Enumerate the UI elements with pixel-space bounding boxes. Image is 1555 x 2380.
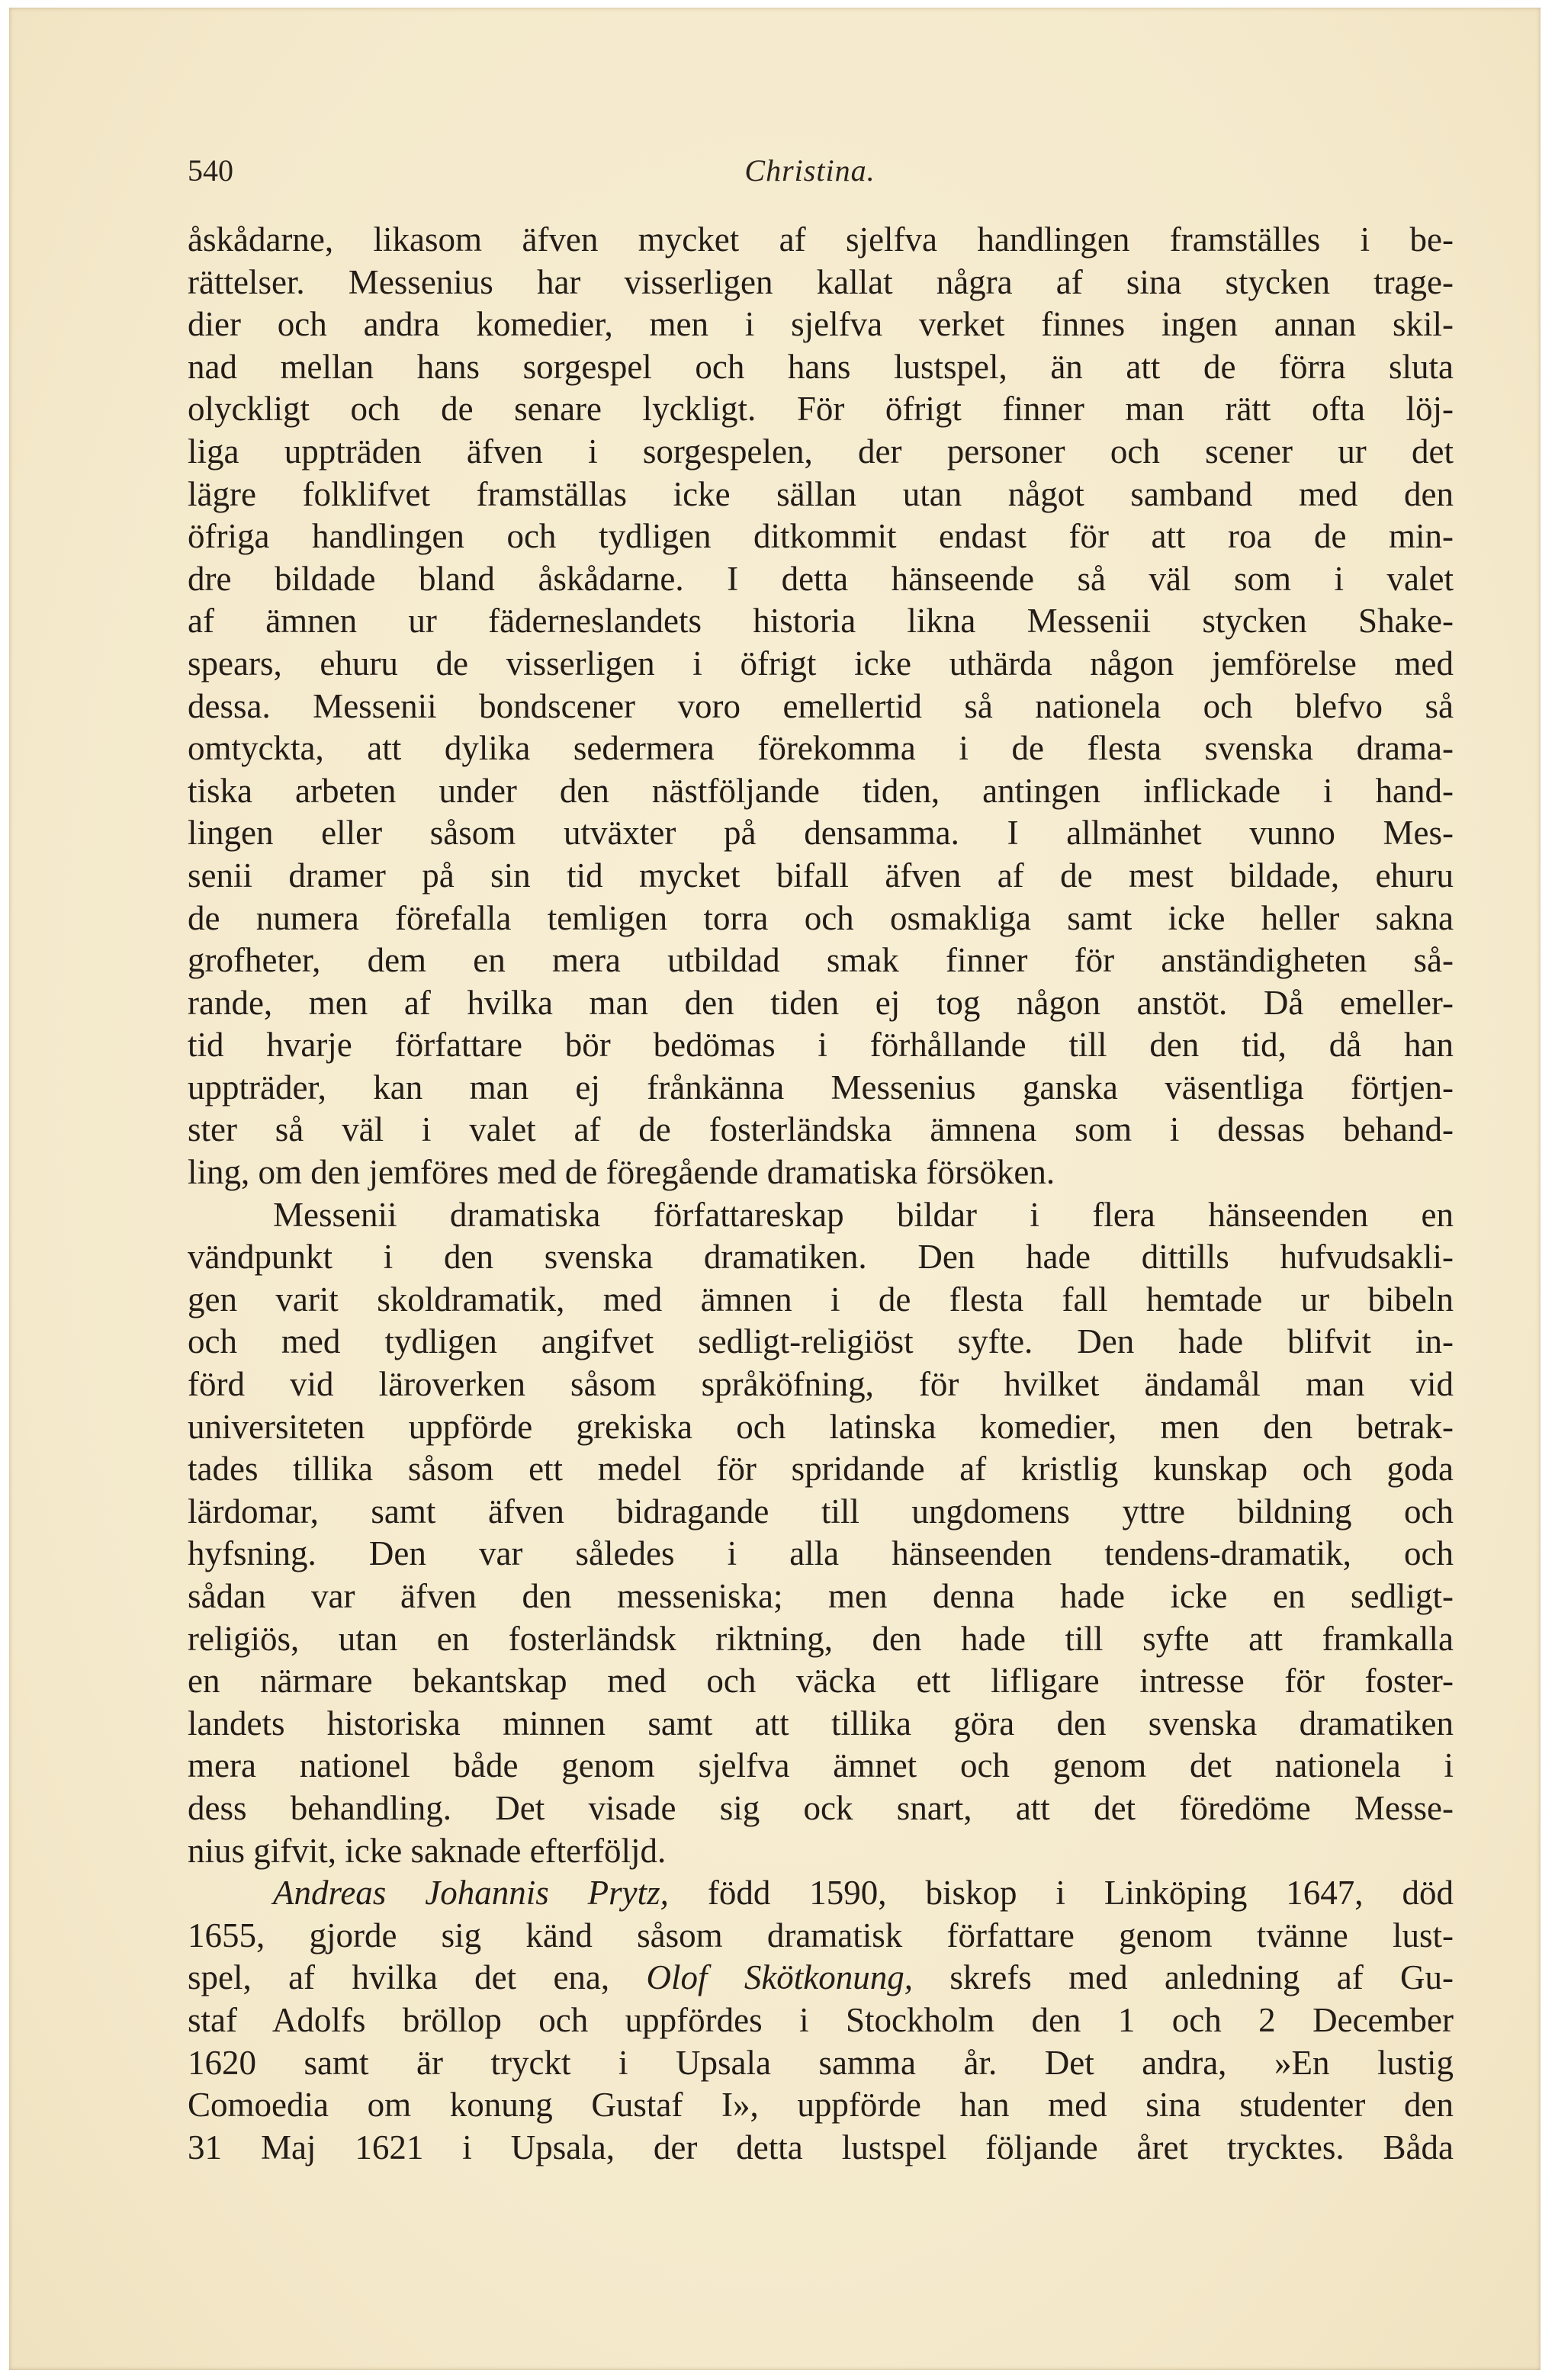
text-line: grofheter, dem en mera utbildad smak finner för anständigheten så- — [188, 941, 1454, 980]
text-line: lingen eller såsom utväxter på densamma. I allmänhet vunno Mes- — [188, 814, 1454, 853]
text-line: staf Adolfs bröllop och uppfördes i Stockholm den 1 och 2 December — [188, 2000, 1454, 2039]
author-name: Andreas Johannis Prytz, — [273, 1874, 669, 1913]
text-line: åskådarne, likasom äfven mycket af sjelfva handlingen framställes i be- — [188, 220, 1454, 259]
text-line: rättelser. Messenius har visserligen kallat några af sina stycken trage- — [188, 262, 1454, 301]
text-span: född 1590, biskop i Linköping 1647, död — [668, 1874, 1454, 1913]
text-line: af ämnen ur fäderneslandets historia likna Messenii stycken Shake- — [188, 602, 1454, 641]
text-line: tiska arbeten under den nästföljande tiden, antingen inflickade i hand- — [188, 771, 1454, 810]
text-line: dess behandling. Det visade sig ock snart, att det föredöme Messe- — [188, 1788, 1454, 1827]
text-line: tid hvarje författare bör bedömas i förhållande till den tid, då han — [188, 1026, 1454, 1065]
text-line: Messenii dramatiska författareskap bildar i flera hänseenden en — [273, 1195, 1454, 1234]
running-title: Christina. — [744, 153, 875, 188]
text-line: en närmare bekantskap med och väcka ett lifligare intresse för foster- — [188, 1662, 1454, 1701]
text-line: tades tillika såsom ett medel för spridande af kristlig kunskap och goda — [188, 1450, 1454, 1489]
text-line: öfriga handlingen och tydligen ditkommit endast för att roa de min- — [188, 517, 1454, 556]
text-line: senii dramer på sin tid mycket bifall äfven af de mest bildade, ehuru — [188, 856, 1454, 895]
text-span: spel, af hvilka det ena, — [188, 1958, 647, 1997]
text-line: vändpunkt i den svenska dramatiken. Den hade dittills hufvudsakli- — [188, 1238, 1454, 1277]
text-line: universiteten uppförde grekiska och latinska komedier, men den betrak- — [188, 1407, 1454, 1446]
text-line: ling, om den jemföres med de föregående dramatiska försöken. — [188, 1153, 1055, 1192]
text-line: de numera förefalla temligen torra och osmakliga samt icke heller sakna — [188, 898, 1454, 937]
text-line: omtyckta, att dylika sedermera förekomma i de flesta svenska drama- — [188, 729, 1454, 768]
text-span: skrefs med anledning af Gu- — [913, 1958, 1454, 1997]
book-page — [9, 8, 1541, 2370]
text-line: religiös, utan en fosterländsk riktning, den hade till syfte att framkalla — [188, 1619, 1454, 1658]
text-line: 31 Maj 1621 i Upsala, der detta lustspel följande året trycktes. Båda — [188, 2128, 1454, 2166]
text-line — [188, 1872, 1454, 1915]
text-line: uppträder, kan man ej frånkänna Messenius ganska väsentliga förtjen- — [188, 1068, 1454, 1106]
running-head — [177, 151, 1443, 197]
text-line: gen varit skoldramatik, med ämnen i de flesta fall hemtade ur bibeln — [188, 1280, 1454, 1318]
text-line: Comoedia om konung Gustaf I», uppförde han med sina studenter den — [188, 2086, 1454, 2125]
text-line: dessa. Messenii bondscener voro emellertid så nationela och blefvo så — [188, 686, 1454, 725]
play-title: Olof Skötkonung, — [646, 1958, 914, 1997]
text-line: hyfsning. Den var således i alla hänseenden tendens-dramatik, och — [188, 1534, 1454, 1573]
body-text — [188, 219, 1454, 2169]
text-line: och med tydligen angifvet sedligt-religiöst syfte. Den hade blifvit in- — [188, 1322, 1454, 1361]
text-line: landets historiska minnen samt att tillika göra den svenska dramatiken — [188, 1704, 1454, 1742]
text-line: förd vid läroverken såsom språköfning, för hvilket ändamål man vid — [188, 1365, 1454, 1404]
text-line: nad mellan hans sorgespel och hans lustspel, än att de förra sluta — [188, 347, 1454, 386]
text-line: dier och andra komedier, men i sjelfva verket finnes ingen annan skil- — [188, 305, 1454, 344]
text-line: lärdomar, samt äfven bidragande till ungdomens yttre bildning och — [188, 1492, 1454, 1530]
text-line: lägre folklifvet framställas icke sällan utan något samband med den — [188, 474, 1454, 513]
text-line: liga uppträden äfven i sorgespelen, der personer och scener ur det — [188, 432, 1454, 471]
text-line: ster så väl i valet af de fosterländska ämnena som i dessas behand- — [188, 1110, 1454, 1149]
text-line: olyckligt och de senare lyckligt. För öfrigt finner man rätt ofta löj- — [188, 390, 1454, 429]
text-line: 1655, gjorde sig känd såsom dramatisk författare genom tvänne lust- — [188, 1916, 1454, 1954]
page-number: 540 — [188, 153, 233, 188]
text-line: mera nationel både genom sjelfva ämnet och genom det nationela i — [188, 1746, 1454, 1785]
text-line: nius gifvit, icke saknade efterföljd. — [188, 1831, 667, 1870]
text-line: 1620 samt är tryckt i Upsala samma år. Det andra, »En lustig — [188, 2043, 1454, 2082]
text-line: spears, ehuru de visserligen i öfrigt icke uthärda någon jemförelse med — [188, 644, 1454, 683]
text-line: sådan var äfven den messeniska; men denna hade icke en sedligt- — [188, 1577, 1454, 1615]
text-line: dre bildade bland åskådarne. I detta hänseende så väl som i valet — [188, 559, 1454, 598]
text-line: rande, men af hvilka man den tiden ej tog någon anstöt. Då emeller- — [188, 983, 1454, 1022]
text-line — [188, 1957, 1454, 1999]
